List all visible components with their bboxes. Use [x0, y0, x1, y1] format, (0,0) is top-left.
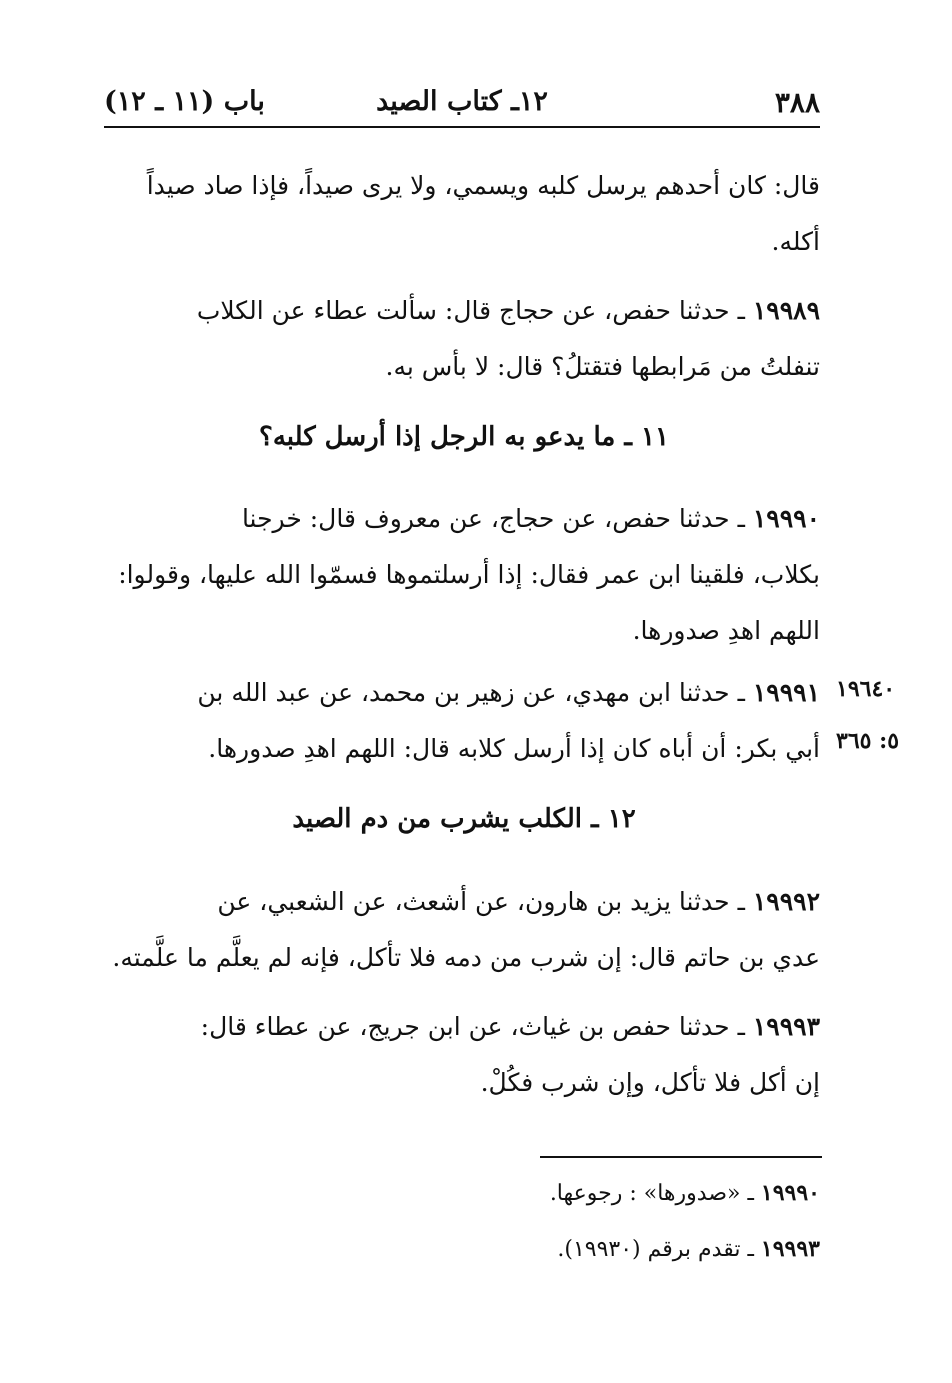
hadith-19992 — [108, 874, 820, 986]
paragraph-line: اللهم اهدِ صدورها. — [632, 616, 820, 645]
hadith-number: ١٩٩٩٣ — [752, 1012, 820, 1041]
margin-reference: ١٩٦٤٠ — [836, 676, 896, 702]
footnote-item — [108, 1236, 820, 1262]
paragraph-line: قال: كان أحدهم يرسل كلبه ويسمي، ولا يرى صيداً، فإذا صاد صيداً — [146, 171, 820, 200]
paragraph-line: ـ حدثنا حفص، عن حجاج، عن معروف قال: خرجنا — [241, 504, 745, 533]
hadith-19990 — [108, 491, 820, 659]
book-title: ١٢ـ كتاب الصيد — [376, 86, 548, 117]
paragraph-line: ـ حدثنا ابن مهدي، عن زهير بن محمد، عن عبد الله بن — [197, 678, 745, 707]
paragraph-line: عدي بن حاتم قال: إن شرب من دمه فلا تأكل، فإنه لم يعلَّم ما علَّمته. — [112, 943, 820, 972]
paragraph-line: ـ حدثنا حفص، عن حجاج قال: سألت عطاء عن الكلاب — [196, 296, 745, 325]
hadith-number: ١٩٩٩٢ — [752, 887, 820, 916]
paragraph-line: ـ حدثنا يزيد بن هارون، عن أشعث، عن الشعبي، عن — [217, 887, 745, 916]
paragraph-line: بكلاب، فلقينا ابن عمر فقال: إذا أرسلتموها فسمّوا الله عليها، وقولوا: — [118, 560, 820, 589]
page-header — [104, 84, 820, 124]
hadith-19989 — [108, 283, 820, 395]
paragraph-line: إن أكل فلا تأكل، وإن شرب فكُلْ. — [480, 1068, 820, 1097]
section-heading-11: ١١ ـ ما يدعو به الرجل إذا أرسل كلبه؟ — [259, 422, 669, 452]
section-heading-12: ١٢ ـ الكلب يشرب من دم الصيد — [292, 804, 636, 834]
paragraph-line: أبي بكر: أن أباه كان إذا أرسل كلابه قال: اللهم اهدِ صدورها. — [208, 734, 820, 763]
hadith-number: ١٩٩٩٠ — [752, 504, 820, 533]
paragraph-line: أكله. — [771, 227, 820, 256]
hadith-number: ١٩٩٨٩ — [752, 296, 820, 325]
hadith-19991 — [108, 665, 820, 777]
paragraph-continuation — [108, 158, 820, 270]
footnote-number: ١٩٩٩٣ — [760, 1236, 820, 1262]
footnote-text: ـ «صدورها» : رجوعها. — [549, 1181, 754, 1206]
footnote-number: ١٩٩٩٠ — [760, 1180, 820, 1206]
header-rule — [104, 126, 820, 128]
paragraph-line: تنفلتُ من مَرابطها فتقتلُ؟ قال: لا بأس به. — [385, 352, 820, 381]
footnote-rule — [540, 1156, 822, 1158]
hadith-number: ١٩٩٩١ — [752, 678, 820, 707]
page-number: ٣٨٨ — [774, 86, 820, 119]
hadith-19993 — [108, 999, 820, 1111]
margin-reference: ٥: ٣٦٥ — [836, 728, 900, 754]
footnote-text: ـ تقدم برقم (١٩٩٣٠). — [557, 1237, 754, 1262]
chapter-range: باب (١١ ـ ١٢) — [104, 86, 265, 117]
paragraph-line: ـ حدثنا حفص بن غياث، عن ابن جريج، عن عطاء قال: — [200, 1012, 745, 1041]
footnote-item — [108, 1180, 820, 1206]
